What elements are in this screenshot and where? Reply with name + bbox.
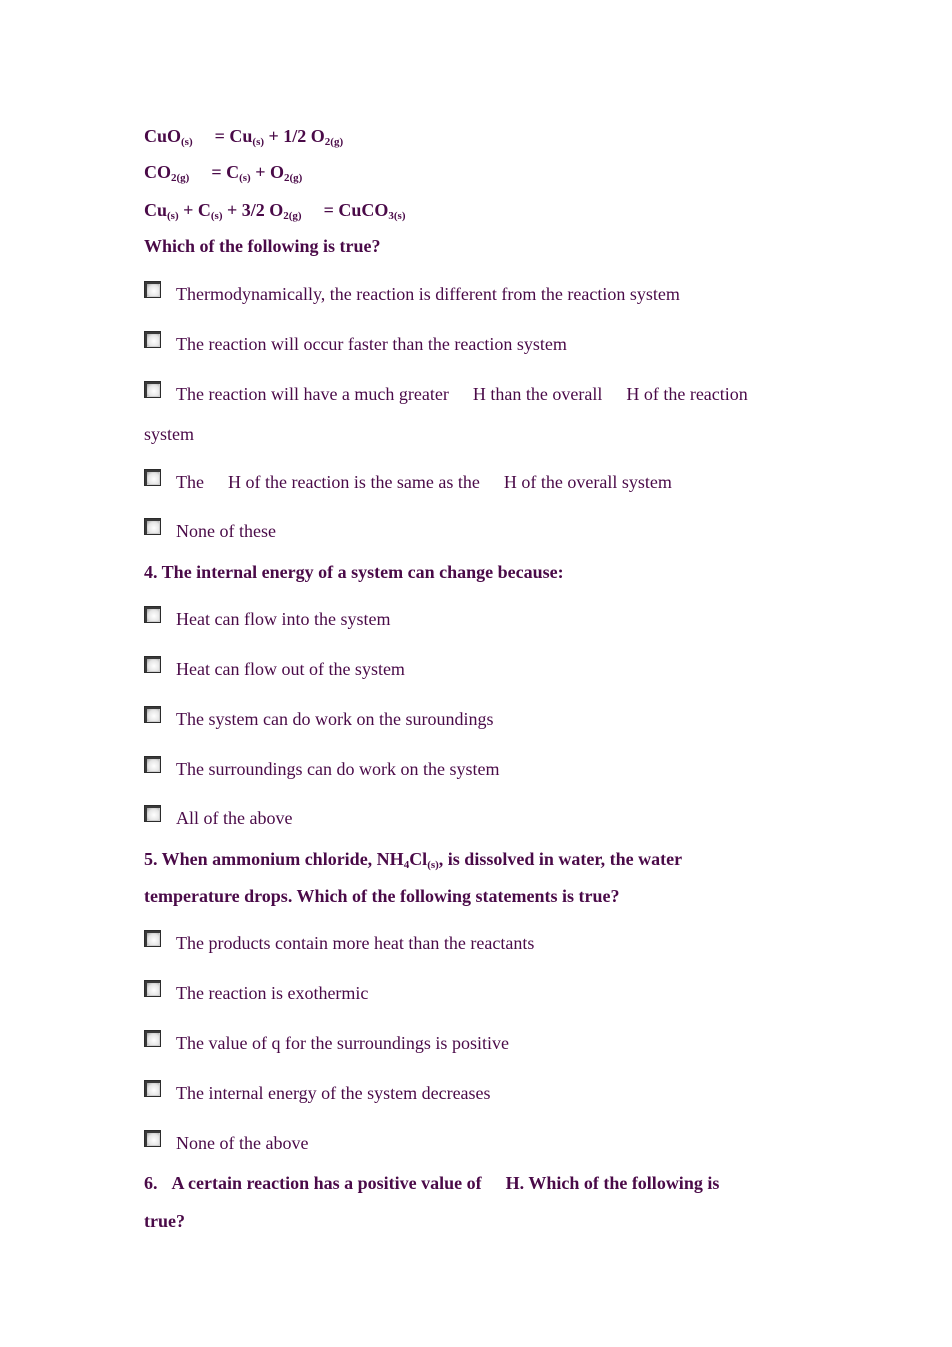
opt3-part-a: The reaction will have a much greater [176, 384, 449, 404]
option-label: The surroundings can do work on the system [176, 759, 500, 779]
checkbox[interactable] [144, 1030, 161, 1047]
equation-co2 [144, 162, 302, 184]
eq1-rhs-b: + 1/2 O [264, 126, 325, 146]
eq1-rhs-a: = Cu [214, 126, 253, 146]
opt4-part-b: H of the reaction is the same as the [227, 472, 480, 492]
question-5-prompt-line2: temperature drops. Which of the following statements is true? [144, 886, 620, 906]
eq3-rhs-sub: 3(s) [388, 210, 406, 222]
q3-option-3-continuation: system [144, 424, 195, 444]
opt3-part-b: H than the overall [472, 384, 603, 404]
q5-prompt-sub2: (s) [427, 859, 439, 871]
q6-number: 6. [144, 1173, 158, 1193]
checkbox[interactable] [144, 756, 161, 773]
option-label [176, 384, 748, 405]
checkbox[interactable] [144, 381, 161, 398]
eq3-c: + 3/2 O [222, 200, 284, 220]
eq2-rhs-b-sub: 2(g) [283, 172, 303, 184]
checkbox[interactable] [144, 281, 161, 298]
option-label: The value of q for the surroundings is positive [176, 1033, 509, 1053]
question-6-prompt-line2: true? [144, 1211, 185, 1231]
eq2-lhs-sub: 2(g) [171, 172, 190, 184]
option-label: Thermodynamically, the reaction is different from the reaction system [176, 284, 680, 304]
option-label [176, 472, 672, 493]
eq3-c-sub: 2(g) [283, 210, 302, 222]
q6-prompt-a: A certain reaction has a positive value of [171, 1173, 482, 1193]
q5-prompt-a: 5. When ammonium chloride, NH [144, 849, 404, 869]
opt4-part-a: The [176, 472, 204, 492]
eq3-a: Cu [144, 200, 168, 220]
eq1-lhs-state: (s) [181, 136, 193, 148]
eq1-lhs: CuO [144, 126, 182, 146]
question-6-prompt [144, 1173, 719, 1194]
checkbox[interactable] [144, 1080, 161, 1097]
eq2-lhs: CO [144, 162, 171, 182]
checkbox[interactable] [144, 656, 161, 673]
option-label: Heat can flow into the system [176, 609, 391, 629]
option-label: The system can do work on the suroundings [176, 709, 494, 729]
option-label: The internal energy of the system decreases [176, 1083, 491, 1103]
eq1-rhs-b-sub: 2(g) [324, 136, 344, 148]
eq3-a-state: (s) [167, 210, 179, 222]
option-label: All of the above [176, 808, 293, 828]
checkbox[interactable] [144, 1130, 161, 1147]
q6-prompt-b: H. Which of the following is [505, 1173, 720, 1193]
eq2-rhs-a: = C [211, 162, 240, 182]
option-label: None of these [176, 521, 276, 541]
checkbox[interactable] [144, 518, 161, 535]
eq2-rhs-b: + O [250, 162, 284, 182]
q5-prompt-b: Cl [409, 849, 428, 869]
opt4-part-c: H of the overall system [503, 472, 672, 492]
option-label: Heat can flow out of the system [176, 659, 405, 679]
checkbox[interactable] [144, 469, 161, 486]
equation-cuco3 [144, 200, 405, 222]
checkbox[interactable] [144, 930, 161, 947]
equation-cuo [144, 126, 343, 148]
eq3-b: + C [178, 200, 211, 220]
option-label: The reaction is exothermic [176, 983, 369, 1003]
checkbox[interactable] [144, 805, 161, 822]
q5-prompt-sub1: 4 [403, 859, 410, 871]
question-4-prompt: 4. The internal energy of a system can change because: [144, 562, 564, 582]
question-5-prompt [144, 849, 682, 871]
eq3-b-state: (s) [210, 210, 223, 222]
checkbox[interactable] [144, 980, 161, 997]
eq3-rhs: = CuCO [323, 200, 389, 220]
question-3-prompt: Which of the following is true? [144, 236, 381, 256]
checkbox[interactable] [144, 606, 161, 623]
opt3-part-c: H of the reaction [626, 384, 748, 404]
eq1-rhs-a-state: (s) [252, 136, 265, 148]
option-label: The products contain more heat than the reactants [176, 933, 535, 953]
option-label: The reaction will occur faster than the reaction system [176, 334, 567, 354]
checkbox[interactable] [144, 331, 161, 348]
eq2-rhs-a-state: (s) [239, 172, 251, 184]
option-label: None of the above [176, 1133, 309, 1153]
checkbox[interactable] [144, 706, 161, 723]
q5-prompt-c: , is dissolved in water, the water [438, 849, 683, 869]
